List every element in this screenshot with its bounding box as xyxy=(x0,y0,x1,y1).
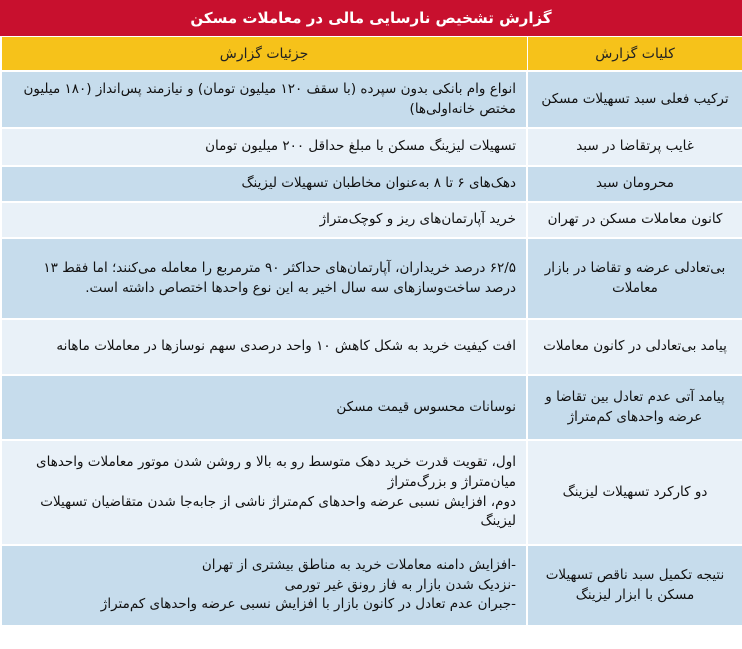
header-value: جزئیات گزارش xyxy=(1,37,527,72)
table-row xyxy=(1,319,742,375)
row-value-line: اول، تقویت قدرت خرید دهک متوسط رو به بالا و روشن شدن موتور معاملات واحدهای میان‌متراژ و بزرگ‌متراژ xyxy=(36,454,516,490)
row-value-line: ۶۲/۵ درصد خریداران، آپارتمان‌های حداکثر ۹۰ مترمربع را معامله می‌کنند؛ اما فقط ۱۳ درصد ساخت‌وسازهای سه سال اخیر به این نوع واحدها اختصاص داشته است. xyxy=(43,259,516,296)
table-row xyxy=(1,71,742,128)
row-value-line: نوسانات محسوس قیمت مسکن xyxy=(336,398,516,415)
header-key: کلیات گزارش xyxy=(527,37,742,72)
row-value-line: افت کیفیت خرید به شکل کاهش ۱۰ واحد درصدی سهم نوسازها در معاملات ماهانه xyxy=(56,338,516,355)
row-value-line: -نزدیک شدن بازار به فاز رونق غیر تورمی xyxy=(284,576,516,593)
table-row xyxy=(1,440,742,545)
table-row xyxy=(1,202,742,238)
row-key: پیامد بی‌تعادلی در کانون معاملات xyxy=(527,319,742,375)
row-value-line: -جبران عدم تعادل در کانون بازار با افزایش نسبی عرضه واحدهای کم‌متراژ xyxy=(100,596,516,613)
row-value xyxy=(1,71,527,128)
table-row xyxy=(1,128,742,166)
header-row xyxy=(1,37,742,72)
row-value xyxy=(1,319,527,375)
row-key: غایب پرتقاضا در سبد xyxy=(527,128,742,166)
table-row xyxy=(1,238,742,319)
table-body xyxy=(1,71,742,626)
row-value-line: خرید آپارتمان‌های ریز و کوچک‌متراژ xyxy=(319,211,516,228)
row-key: محرومان سبد xyxy=(527,166,742,202)
row-key: نتیجه تکمیل سبد ناقص تسهیلات مسکن با ابزار لیزینگ xyxy=(527,545,742,626)
row-value-line: انواع وام بانکی بدون سپرده (با سقف ۱۲۰ میلیون تومان) و نیازمند پس‌انداز (۱۸۰ میلیون مختص خانه‌اولی‌ها) xyxy=(23,80,516,117)
table-row xyxy=(1,375,742,440)
row-key: پیامد آتی عدم تعادل بین تقاضا و عرضه واحدهای کم‌متراژ xyxy=(527,375,742,440)
table-row xyxy=(1,545,742,626)
report-title: گزارش تشخیص نارسایی مالی در معاملات مسکن xyxy=(0,0,742,36)
row-value xyxy=(1,202,527,238)
row-value xyxy=(1,375,527,440)
row-value xyxy=(1,238,527,319)
row-key: دو کارکرد تسهیلات لیزینگ xyxy=(527,440,742,545)
row-value xyxy=(1,166,527,202)
row-value xyxy=(1,440,527,545)
table-row xyxy=(1,166,742,202)
row-value xyxy=(1,128,527,166)
row-key: بی‌تعادلی عرضه و تقاضا در بازار معاملات xyxy=(527,238,742,319)
row-value-line: دهک‌های ۶ تا ۸ به‌عنوان مخاطبان تسهیلات لیزینگ xyxy=(241,175,516,192)
row-value-line: دوم، افزایش نسبی عرضه واحدهای کم‌متراژ ناشی از جابه‌جا شدن متقاضیان تسهیلات لیزینگ xyxy=(40,493,516,530)
row-value-line: -افزایش دامنه معاملات خرید به مناطق بیشتری از تهران xyxy=(201,557,516,574)
report-table xyxy=(0,36,742,627)
row-value xyxy=(1,545,527,626)
row-key: ترکیب فعلی سبد تسهیلات مسکن xyxy=(527,71,742,128)
row-key: کانون معاملات مسکن در تهران xyxy=(527,202,742,238)
row-value-line: تسهیلات لیزینگ مسکن با مبلغ حداقل ۲۰۰ میلیون تومان xyxy=(205,138,516,155)
